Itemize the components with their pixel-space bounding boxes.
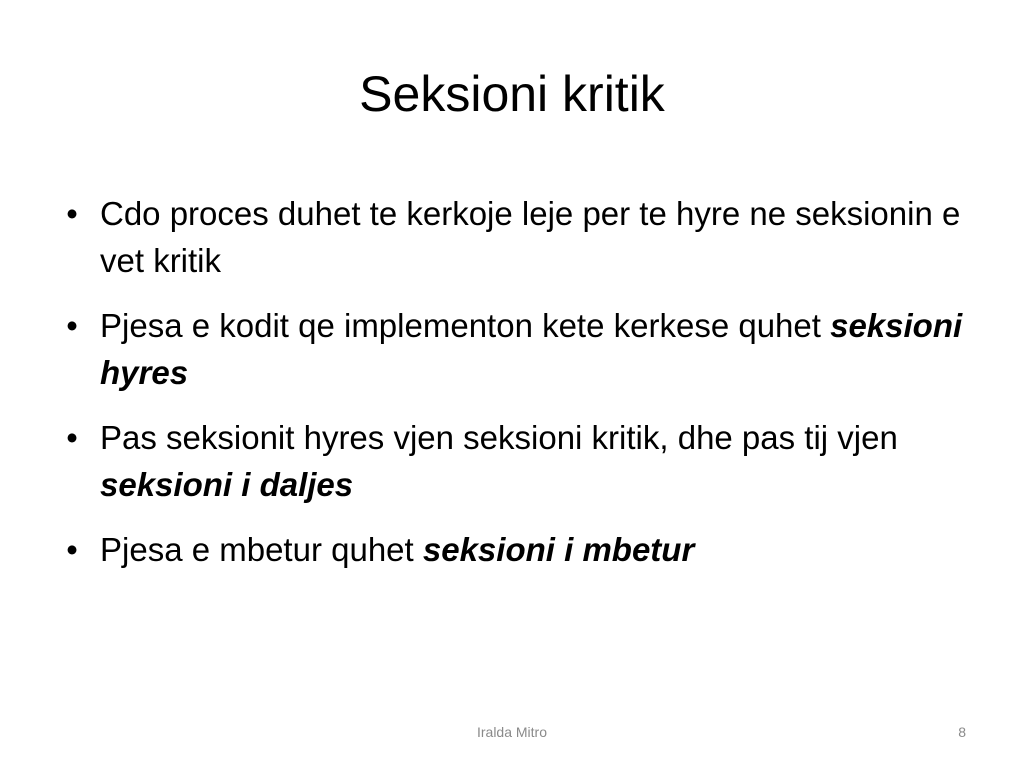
bullet-item — [62, 414, 972, 508]
footer-author: Iralda Mitro — [476, 724, 548, 740]
bullet-dot-icon: • — [66, 419, 78, 456]
bullet-item — [62, 526, 972, 573]
bullet-dot-icon: • — [66, 307, 78, 344]
bullet-emphasis: seksioni hyres — [100, 307, 963, 391]
bullet-text: Pjesa e kodit qe implementon kete kerkese quhet — [100, 307, 831, 344]
bullet-item — [62, 302, 972, 396]
bullet-emphasis: seksioni i daljes — [100, 466, 354, 503]
bullet-text: Pas seksionit hyres vjen seksioni kritik, dhe pas tij vjen — [100, 419, 898, 456]
bullet-text: Cdo proces duhet te kerkoje leje per te hyre ne seksionin e vet kritik — [100, 195, 961, 279]
bullet-item — [62, 190, 972, 284]
bullet-dot-icon: • — [66, 195, 78, 232]
slide-title: Seksioni kritik — [359, 66, 665, 122]
bullet-text: Pjesa e mbetur quhet — [100, 531, 423, 568]
bullet-dot-icon: • — [66, 531, 78, 568]
bullet-list — [62, 190, 972, 591]
bullet-emphasis: seksioni i mbetur — [422, 531, 695, 568]
page-number: 8 — [958, 724, 966, 740]
